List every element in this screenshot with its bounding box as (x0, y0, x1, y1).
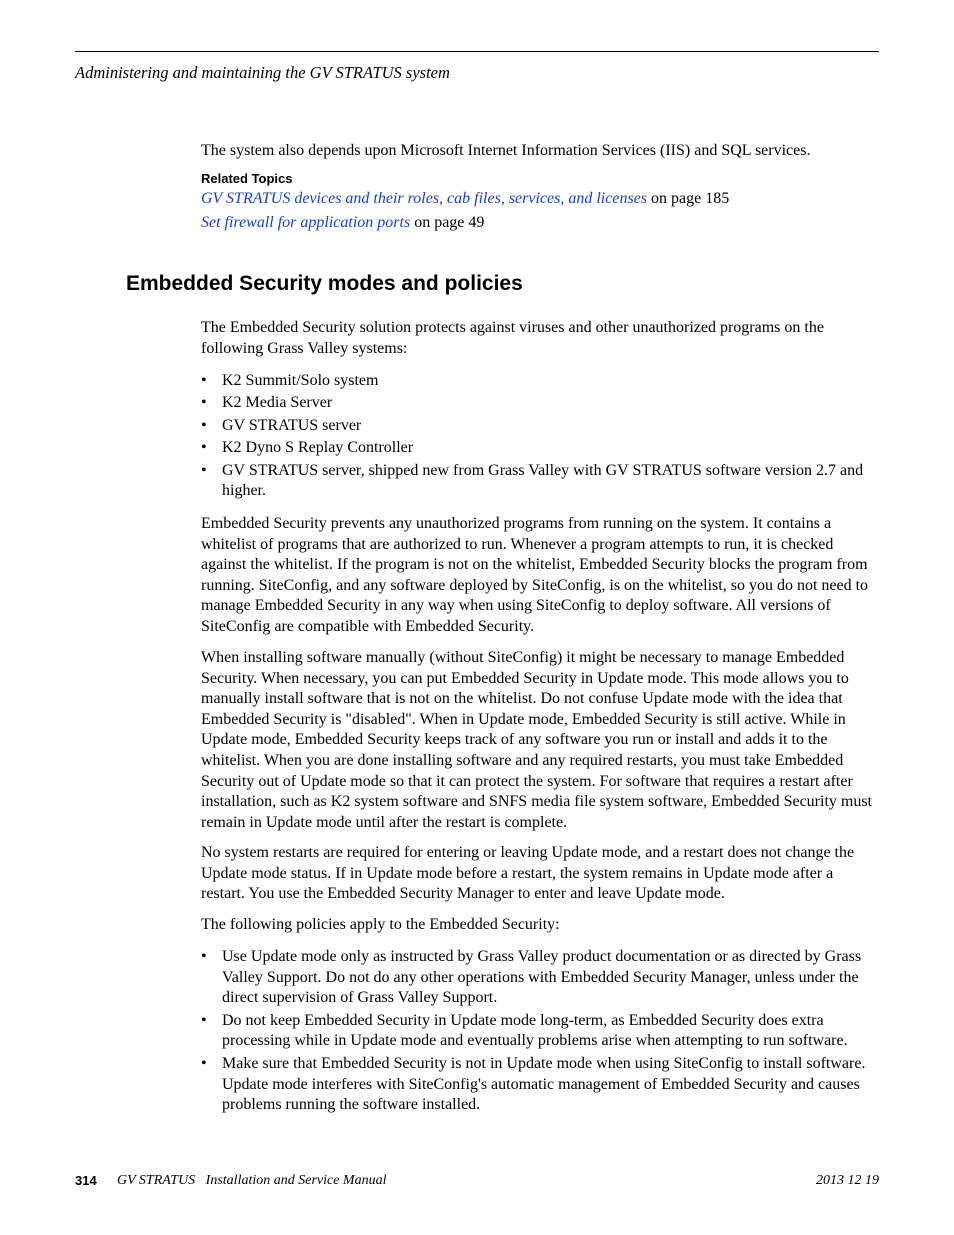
page-number: 314 (75, 1173, 97, 1188)
body-paragraph: No system restarts are required for entering or leaving Update mode, and a restart does not change the Update mode status. If in Update mode before a restart, the system remains in Update mode after a restart. You use the Embedded Security Manager to enter and leave Update mode. (201, 844, 855, 903)
body-paragraph: Embedded Security prevents any unauthorized programs from running on the system. It contains a whitelist of programs that are authorized to run. Whenever a program attempts to run, it is checked against the whitelist. If the program is not on the whitelist, Embedded Security blocks the program from running. SiteConfig, and any software deployed by SiteConfig, is on the whitelist, so you do not need to manage Embedded Security in any way when using SiteConfig to deploy software. All versions of SiteConfig are compatible with Embedded Security. (201, 515, 869, 635)
list-item: • Make sure that Embedded Security is not in Update mode when using SiteConfig to install software. Update mode interferes with SiteConfig's automatic management of Embedded Security and causes problems running the software installed. (201, 1054, 879, 1116)
body-paragraph: When installing software manually (without SiteConfig) it might be necessary to manage Embedded Security. When necessary, you can put Embedded Security in Update mode. This mode allows you to manually install software that is not on the whitelist. Do not confuse Update mode with the idea that Embedded Security is "disabled". When in Update mode, Embedded Security is still active. While in Update mode, Embedded Security keeps track of any software you run or install and adds it to the whitelist. When you are done installing software and any required restarts, you must take Embedded Security out of Update mode so that it can protect the system. For software that requires a restart after installation, such as K2 system software and SNFS media file system software, Embedded Security must remain in Update mode until after the restart is complete. (201, 649, 872, 831)
related-topic-item (201, 213, 484, 233)
list-item: • GV STRATUS server, shipped new from Grass Valley with GV STRATUS software version 2.7 and higher. (201, 461, 879, 502)
policies-list (201, 947, 879, 1116)
manual-title: GV STRATUS Installation and Service Manual (117, 1173, 387, 1188)
systems-list (201, 371, 879, 502)
related-topic-link-firewall[interactable]: Set firewall for application ports (201, 214, 411, 231)
list-item: • K2 Summit/Solo system (201, 371, 879, 392)
related-topics-title: Related Topics (201, 171, 293, 186)
related-topic-link-devices[interactable]: GV STRATUS devices and their roles, cab files, services, and licenses (201, 190, 647, 207)
intro-paragraph: The system also depends upon Microsoft Internet Information Services (IIS) and SQL services. (201, 142, 811, 159)
list-item: • Use Update mode only as instructed by Grass Valley product documentation or as directed by Grass Valley Support. Do not do any other operations with Embedded Security Manager, unless under the direct supervision of Grass Valley Support. (201, 947, 879, 1009)
publication-date: 2013 12 19 (816, 1173, 879, 1188)
list-item: • Do not keep Embedded Security in Update mode long-term, as Embedded Security does extra processing while in Update mode and eventually problems arise when attempting to run software. (201, 1011, 879, 1052)
list-item: • K2 Dyno S Replay Controller (201, 438, 879, 459)
section-intro-paragraph: The Embedded Security solution protects against viruses and other unauthorized programs on the following Grass Valley systems: (201, 319, 824, 357)
body-paragraph: The following policies apply to the Embedded Security: (201, 916, 560, 933)
related-topic-item (201, 189, 729, 209)
list-item: • K2 Media Server (201, 393, 879, 414)
running-header: Administering and maintaining the GV STRATUS system (75, 63, 450, 82)
header-rule (75, 51, 879, 52)
page-reference: on page 49 (410, 214, 485, 231)
page-reference: on page 185 (647, 190, 730, 207)
list-item: • GV STRATUS server (201, 416, 879, 437)
section-heading: Embedded Security modes and policies (126, 272, 523, 295)
